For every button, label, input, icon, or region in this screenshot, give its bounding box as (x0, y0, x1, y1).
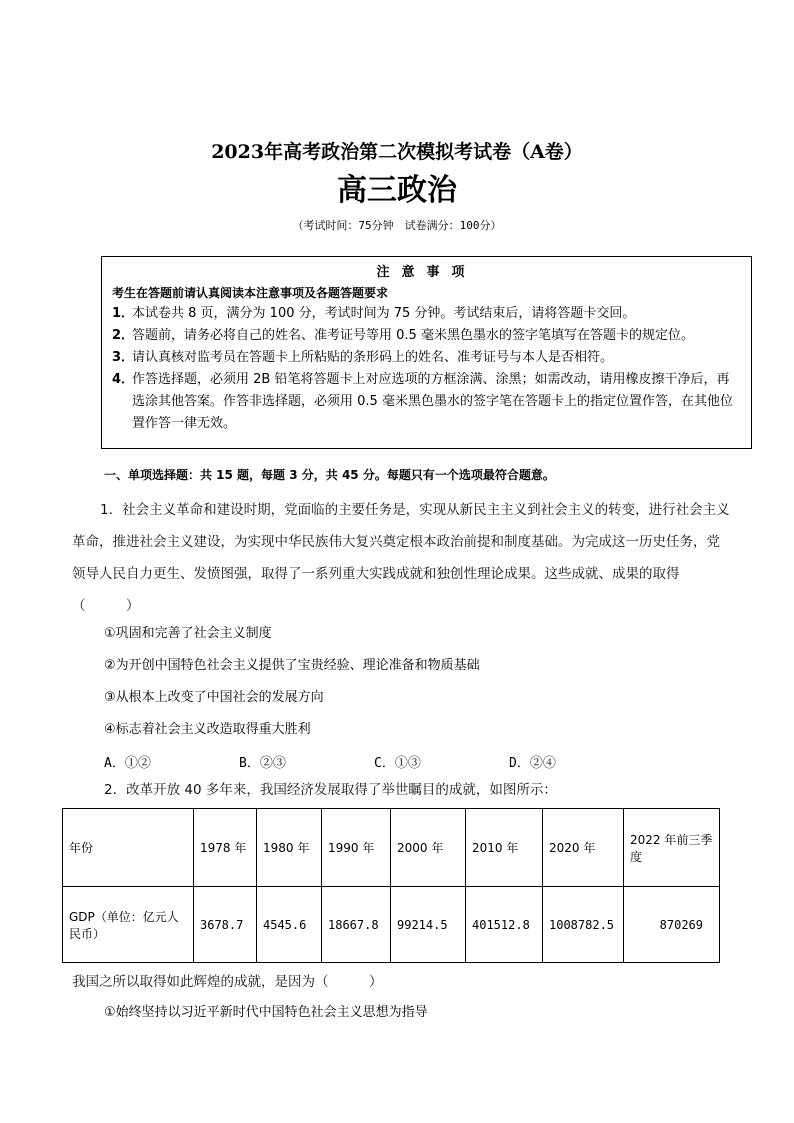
table-row-label: GDP（单位：亿元人民币） (63, 887, 194, 963)
subject-title: 高三政治 (337, 173, 457, 208)
question-2-option: ①始终坚持以习近平新时代中国特色社会主义思想为指导 (104, 1005, 428, 1020)
notice-item-number: 1． (112, 306, 135, 321)
choice-d: D．②④ (509, 756, 556, 771)
question-2-stem: 2．改革开放 40 多年来，我国经济发展取得了举世瞩目的成就，如图所示： (104, 782, 557, 798)
table-year-cell: 2020 年 (543, 809, 624, 887)
table-data-row (63, 887, 720, 963)
choice-b: B．②③ (239, 756, 286, 771)
question-1-choices (104, 752, 644, 771)
choice-c: C．①③ (374, 756, 421, 771)
table-year-cell: 2010 年 (466, 809, 543, 887)
table-year-cell: 2022 年前三季度 (624, 809, 720, 887)
notice-item (112, 347, 741, 369)
page-header (0, 138, 794, 234)
notice-item (112, 303, 741, 325)
table-year-cell: 1978 年 (194, 809, 257, 887)
table-value-cell: 870269 (624, 887, 720, 963)
notice-item-number: 2． (112, 328, 135, 343)
notice-item-number: 3． (112, 350, 135, 365)
question-1-option: ④标志着社会主义改造取得重大胜利 (104, 722, 311, 737)
notice-lead: 考生在答题前请认真阅读本注意事项及各题答题要求 (112, 286, 389, 300)
table-value-cell: 4545.6 (257, 887, 322, 963)
question-1-option: ③从根本上改变了中国社会的发展方向 (104, 690, 324, 705)
table-year-cell: 2000 年 (391, 809, 466, 887)
notice-item (112, 369, 741, 435)
table-value-cell: 401512.8 (466, 887, 543, 963)
table-header-label: 年份 (63, 809, 194, 887)
question-1-option: ①巩固和完善了社会主义制度 (104, 626, 272, 641)
table-header-row (63, 809, 720, 887)
section-heading: 一、单项选择题：共 15 题，每题 3 分，共 45 分。每题只有一个选项最符合题意。 (104, 468, 555, 482)
gdp-table (62, 808, 720, 963)
choice-a: A．①② (104, 756, 151, 771)
table-value-cell: 18667.8 (322, 887, 391, 963)
notice-box (101, 256, 752, 449)
table-year-cell: 1980 年 (257, 809, 322, 887)
notice-item-text: 作答选择题，必须用 2B 铅笔将答题卡上对应选项的方框涂满、涂黑；如需改动，请用橡皮擦干净后，再选涂其他答案。作答非选择题，必须用 0.5 毫米黑色墨水的签字笔在答题卡上的指定位置作答，在其他位置作答一律无效。 (132, 372, 733, 431)
notice-item (112, 325, 741, 347)
question-1-stem: 1．社会主义革命和建设时期，党面临的主要任务是，实现从新民主主义到社会主义的转变，进行社会主义革命，推进社会主义建设，为实现中华民族伟大复兴奠定根本政治前提和制度基础。为完成这一历史任务，党领导人民自力更生、发愤图强，取得了一系列重大实践成就和独创性理论成果。这些成就、成果的取得（ ） (72, 502, 730, 614)
notice-title: 注意事项 (376, 265, 477, 280)
table-value-cell: 3678.7 (194, 887, 257, 963)
table-value-cell: 1008782.5 (543, 887, 624, 963)
table-value-cell: 99214.5 (391, 887, 466, 963)
table-year-cell: 1990 年 (322, 809, 391, 887)
notice-item-text: 请认真核对监考员在答题卡上所粘贴的条形码上的姓名、准考证号与本人是否相符。 (132, 350, 614, 365)
question-2-stem-2: 我国之所以取得如此辉煌的成就，是因为（ ） (72, 974, 383, 990)
notice-item-text: 本试卷共 8 页，满分为 100 分，考试时间为 75 分钟。考试结束后，请将答题卡交回。 (132, 306, 636, 321)
notice-item-number: 4． (112, 372, 135, 387)
exam-meta: （考试时间：75分钟 试卷满分：100分） (292, 219, 502, 232)
question-1-option: ②为开创中国特色社会主义提供了宝贵经验、理论准备和物质基础 (104, 658, 480, 673)
exam-title: 2023年高考政治第二次模拟考试卷（A卷） (211, 141, 583, 163)
notice-item-text: 答题前，请务必将自己的姓名、准考证号等用 0.5 毫米黑色墨水的签字笔填写在答题卡的规定位。 (132, 328, 694, 343)
